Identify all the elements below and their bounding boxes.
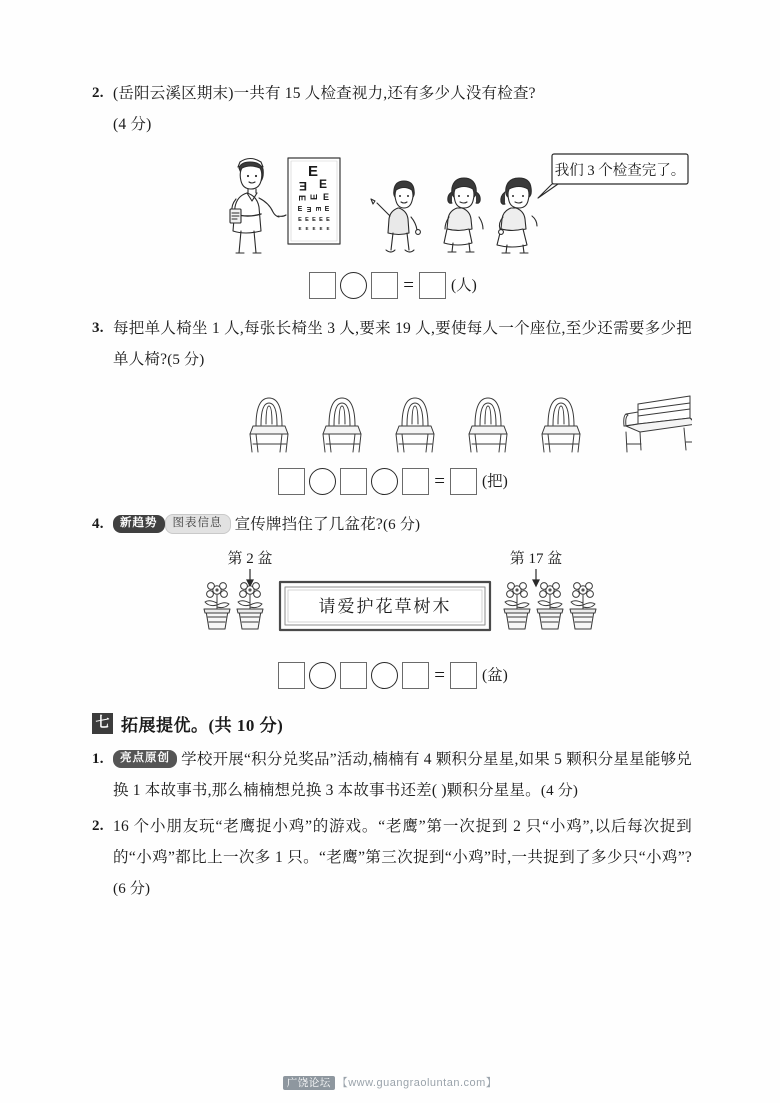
section-question-2-score: (6 分) [113,881,151,897]
single-chair [396,398,434,452]
question-3-answer-row [92,468,692,495]
watermark-url: 【www.guangraoluntan.com】 [336,1077,498,1089]
footer-watermark [0,1074,780,1090]
section-question-1-text [113,744,692,807]
svg-text:E: E [322,192,330,202]
svg-text:E: E [324,206,330,213]
question-2-score: (4 分) [113,116,152,133]
equals-sign: = [434,471,445,492]
bench [624,396,692,452]
svg-text:E: E [314,206,321,212]
question-3-number: 3. [92,320,104,336]
section-question-1-score: (4 分) [540,783,579,799]
section-header-seven [92,711,692,736]
svg-text:E: E [305,217,309,223]
answer-box[interactable] [371,272,398,299]
section-question-1-number: 1. [92,751,104,767]
badge-new-trend: 新趋势 [113,515,165,533]
chairs-illustration [92,388,692,458]
answer-box[interactable] [278,468,305,495]
eye-exam-illustration [92,146,692,262]
sign-text: 请爱护花草树木 [318,597,452,616]
question-2-stem: 一共有 15 人检查视力,还有多少人没有检查? [233,85,536,102]
answer-operator-circle[interactable] [371,662,398,689]
svg-text:E: E [306,205,312,212]
question-4 [92,509,692,689]
question-3-score: (5 分) [167,352,205,368]
svg-text:E: E [318,177,328,191]
question-4-stem: 宣传牌挡住了几盆花? [234,516,383,533]
svg-text:E: E [297,194,307,202]
answer-box[interactable] [340,662,367,689]
section-question-1 [92,744,692,807]
question-4-score: (6 分) [382,517,421,533]
answer-operator-circle[interactable] [309,662,336,689]
svg-text:E: E [307,163,319,180]
chairs-svg [92,388,692,458]
answer-box[interactable] [340,468,367,495]
label-pot-17: 第 17 盆 [509,551,563,567]
section-question-2-number: 2. [92,818,104,834]
eye-exam-svg [92,146,692,262]
label-pot-2: 第 2 盆 [227,551,273,567]
answer-box[interactable] [278,662,305,689]
answer-box[interactable] [309,272,336,299]
svg-text:E: E [312,217,316,223]
answer-box[interactable] [402,662,429,689]
svg-text:E: E [326,226,330,231]
answer-box[interactable] [402,468,429,495]
answer-operator-circle[interactable] [371,468,398,495]
question-3 [92,313,692,495]
flower-pots-illustration [92,547,692,652]
badge-original-highlight: 亮点原创 [113,750,177,768]
svg-text:E: E [298,217,302,223]
question-4-text [113,509,692,541]
equals-sign: = [434,665,445,686]
flower-pot [504,583,530,629]
svg-text:E: E [297,206,303,213]
answer-operator-circle[interactable] [309,468,336,495]
section-question-1-stem: 学校开展“积分兑奖品”活动,楠楠有 4 颗积分星星,如果 5 颗积分星星能够兑换 1 本故事书,那么楠楠想兑换 3 本故事书还差( )颗积分星星。 [113,751,693,799]
worksheet-content [92,78,692,909]
flower-pot [204,583,230,629]
question-2-answer-row [92,272,692,299]
answer-operator-circle[interactable] [340,272,367,299]
question-4-answer-row [92,662,692,689]
watermark-site-name: 广饶论坛 [283,1076,335,1090]
section-question-2 [92,811,692,905]
section-title [121,711,283,736]
answer-box[interactable] [450,662,477,689]
question-2 [92,78,692,299]
child-girl-middle [444,178,483,252]
question-3-text [113,313,692,376]
child-girl-right [497,178,537,253]
svg-text:E: E [298,226,302,231]
flower-pots-svg [92,547,692,652]
speech-bubble-text: 我们 3 个检查完了。 [554,163,686,179]
svg-text:E: E [312,226,316,231]
flower-pot [237,583,263,629]
question-4-number: 4. [92,516,104,532]
section-question-2-stem: 16 个小朋友玩“老鹰捉小鸡”的游戏。“老鹰”第一次捉到 2 只“小鸡”,以后每次捉到的“小鸡”都比上一次多 1 只。“老鹰”第三次捉到“小鸡”时,一共捉到了多少只“小鸡”? [113,818,692,866]
nurse-figure [230,159,286,254]
equals-sign: = [403,275,414,296]
child-boy [371,181,420,252]
section-title-text: 拓展提优。 [121,716,209,735]
single-chair [323,398,361,452]
answer-unit: (人) [450,277,477,294]
answer-box[interactable] [419,272,446,299]
svg-text:E: E [319,226,323,231]
answer-unit: (把) [481,473,508,490]
answer-unit: (盆) [481,667,508,684]
badge-chart-info: 图表信息 [165,514,231,534]
question-2-number: 2. [92,85,104,101]
svg-text:E: E [309,193,319,201]
svg-text:E: E [305,226,309,231]
svg-text:E: E [319,217,323,223]
flower-pot [537,583,563,629]
svg-text:E: E [326,217,330,223]
svg-text:E: E [298,179,308,193]
section-number-badge: 七 [92,713,113,734]
section-question-2-text [113,811,692,905]
flower-pot [570,583,596,629]
question-2-text [113,78,692,109]
question-3-stem: 每把单人椅坐 1 人,每张长椅坐 3 人,要来 19 人,要使每人一个座位,至少还需要多少把单人椅? [113,320,692,368]
section-score: (共 10 分) [208,716,284,735]
answer-box[interactable] [450,468,477,495]
single-chair [250,398,288,452]
single-chair [542,398,580,452]
single-chair [469,398,507,452]
question-2-source: (岳阳云溪区期末) [113,85,234,102]
